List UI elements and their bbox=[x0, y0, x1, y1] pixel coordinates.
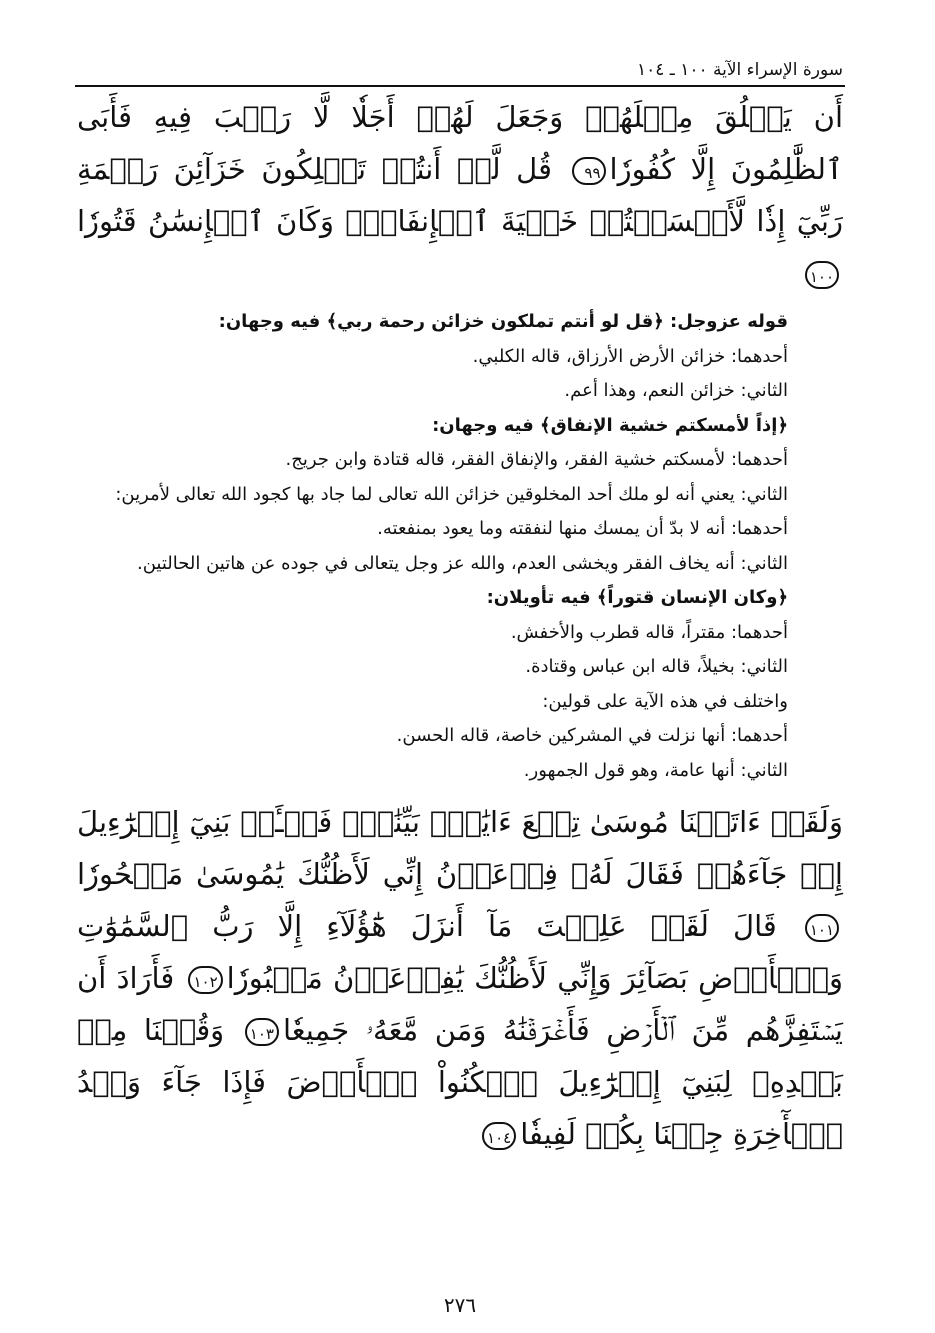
commentary-paragraph: أحدهما: خزائن الأرض الأرزاق، قاله الكلبي. bbox=[472, 345, 788, 367]
verse-text: أَن يَخۡلُقَ مِثۡلَهُمۡ وَجَعَلَ لَهُمۡ أَجَلٗا لَّا رَيۡبَ فِيهِ فَأَبَى ٱلظَّٰلِمُونَ إِلَّا كُفُورٗا bbox=[77, 100, 843, 186]
commentary-paragraph: قوله عزوجل: ﴿قل لو أنتم تملكون خزائن رحمة ربي﴾ فيه وجهان: bbox=[218, 311, 788, 332]
commentary-text bbox=[75, 305, 845, 788]
verse-text: قُل لَّوۡ أَنتُمۡ تَمۡلِكُونَ خَزَآئِنَ رَحۡمَةِ رَبِّيٓ إِذٗا لَّأَمۡسَكۡتُمۡ خَشۡيَةَ ٱلۡإِنفَاقِۚ وَكَانَ ٱلۡإِنسَٰنُ قَتُورٗا bbox=[77, 152, 843, 238]
commentary-paragraph: ﴿إذاً لأمسكتم خشية الإنفاق﴾ فيه وجهان: bbox=[432, 414, 788, 436]
commentary-paragraph: الثاني: بخيلاً، قاله ابن عباس وقتادة. bbox=[525, 656, 788, 677]
book-page bbox=[75, 55, 845, 1315]
commentary-paragraph: أحدهما: لأمسكتم خشية الفقر، والإنفاق الفقر، قاله قتادة وابن جريج. bbox=[285, 449, 788, 470]
quran-verses-top bbox=[75, 91, 845, 299]
running-header: سورة الإسراء الآية ١٠٠ ـ ١٠٤ bbox=[75, 55, 845, 87]
verse-text: قَالَ لَقَدۡ عَلِمۡتَ مَآ أَنزَلَ هَٰٓؤُلَآءِ إِلَّا رَبُّ ٱلسَّمَٰوَٰتِ وَٱلۡأَرۡضِ بَصَآئِرَ وَإِنِّي لَأَظُنُّكَ يَٰفِرۡعَوۡنُ مَثۡبُورٗا bbox=[77, 909, 844, 995]
commentary-paragraph: أحدهما: مقتراً، قاله قطرب والأخفش. bbox=[510, 621, 788, 643]
commentary-paragraph: أحدهما: أنها نزلت في المشركين خاصة، قاله الحسن. bbox=[396, 725, 788, 746]
verse-text: وَقُلۡنَا مِنۢ بَعۡدِهِۦ لِبَنِيٓ إِسۡرَٰٓءِيلَ ٱسۡكُنُواْ ٱلۡأَرۡضَ فَإِذَا جَآءَ وَعۡدُ ٱلۡأٓخِرَةِ جِئۡنَا بِكُمۡ لَفِيفٗا bbox=[77, 1013, 843, 1151]
commentary-paragraph: أحدهما: أنه لا بدّ أن يمسك منها لنفقته وما يعود بمنفعته. bbox=[377, 518, 788, 539]
commentary-paragraph: ﴿وكان الإنسان قتوراً﴾ فيه تأويلان: bbox=[486, 587, 788, 608]
ayah-number-marker: ١٠٣ bbox=[245, 1018, 279, 1046]
verse-text: وَلَقَدۡ ءَاتَيۡنَا مُوسَىٰ تِسۡعَ ءَايَٰتِۭ بَيِّنَٰتٖۖ فَسۡـَٔلۡ بَنِيٓ إِسۡرَٰٓءِيلَ إِذۡ جَآءَهُمۡ فَقَالَ لَهُۥ فِرۡعَوۡنُ إِنِّي لَأَظُنُّكَ يَٰمُوسَىٰ مَسۡحُورٗا bbox=[77, 805, 843, 891]
ayah-number-marker: ١٠٢ bbox=[188, 966, 222, 994]
ayah-number-marker: ١٠١ bbox=[805, 914, 839, 942]
commentary-paragraph: الثاني: أنه يخاف الفقر ويخشى العدم، والله عز وجل يتعالى في جوده عن هاتين الحالتين. bbox=[136, 552, 788, 574]
commentary-paragraph: الثاني: يعني أنه لو ملك أحد المخلوقين خزائن الله تعالى لما جاد بها كجود الله تعالى لأمرين: bbox=[115, 483, 788, 505]
commentary-paragraph: واختلف في هذه الآية على قولين: bbox=[542, 690, 788, 712]
commentary-paragraph: الثاني: خزائن النعم، وهذا أعم. bbox=[564, 380, 788, 401]
quran-verses-bottom bbox=[75, 796, 845, 1160]
commentary-paragraph: الثاني: أنها عامة، وهو قول الجمهور. bbox=[523, 759, 788, 781]
verse-text: فَأَرَادَ أَن يَسۡتَفِزَّهُم مِّنَ ٱلۡأَرۡضِ فَأَغۡرَقۡنَٰهُ وَمَن مَّعَهُۥ جَمِيعٗا bbox=[77, 961, 843, 1047]
ayah-number-marker: ٩٩ bbox=[572, 157, 606, 185]
ayah-number-marker: ١٠٠ bbox=[805, 261, 839, 289]
ayah-number-marker: ١٠٤ bbox=[482, 1122, 516, 1150]
page-number: ٢٧٦ bbox=[443, 1293, 477, 1317]
